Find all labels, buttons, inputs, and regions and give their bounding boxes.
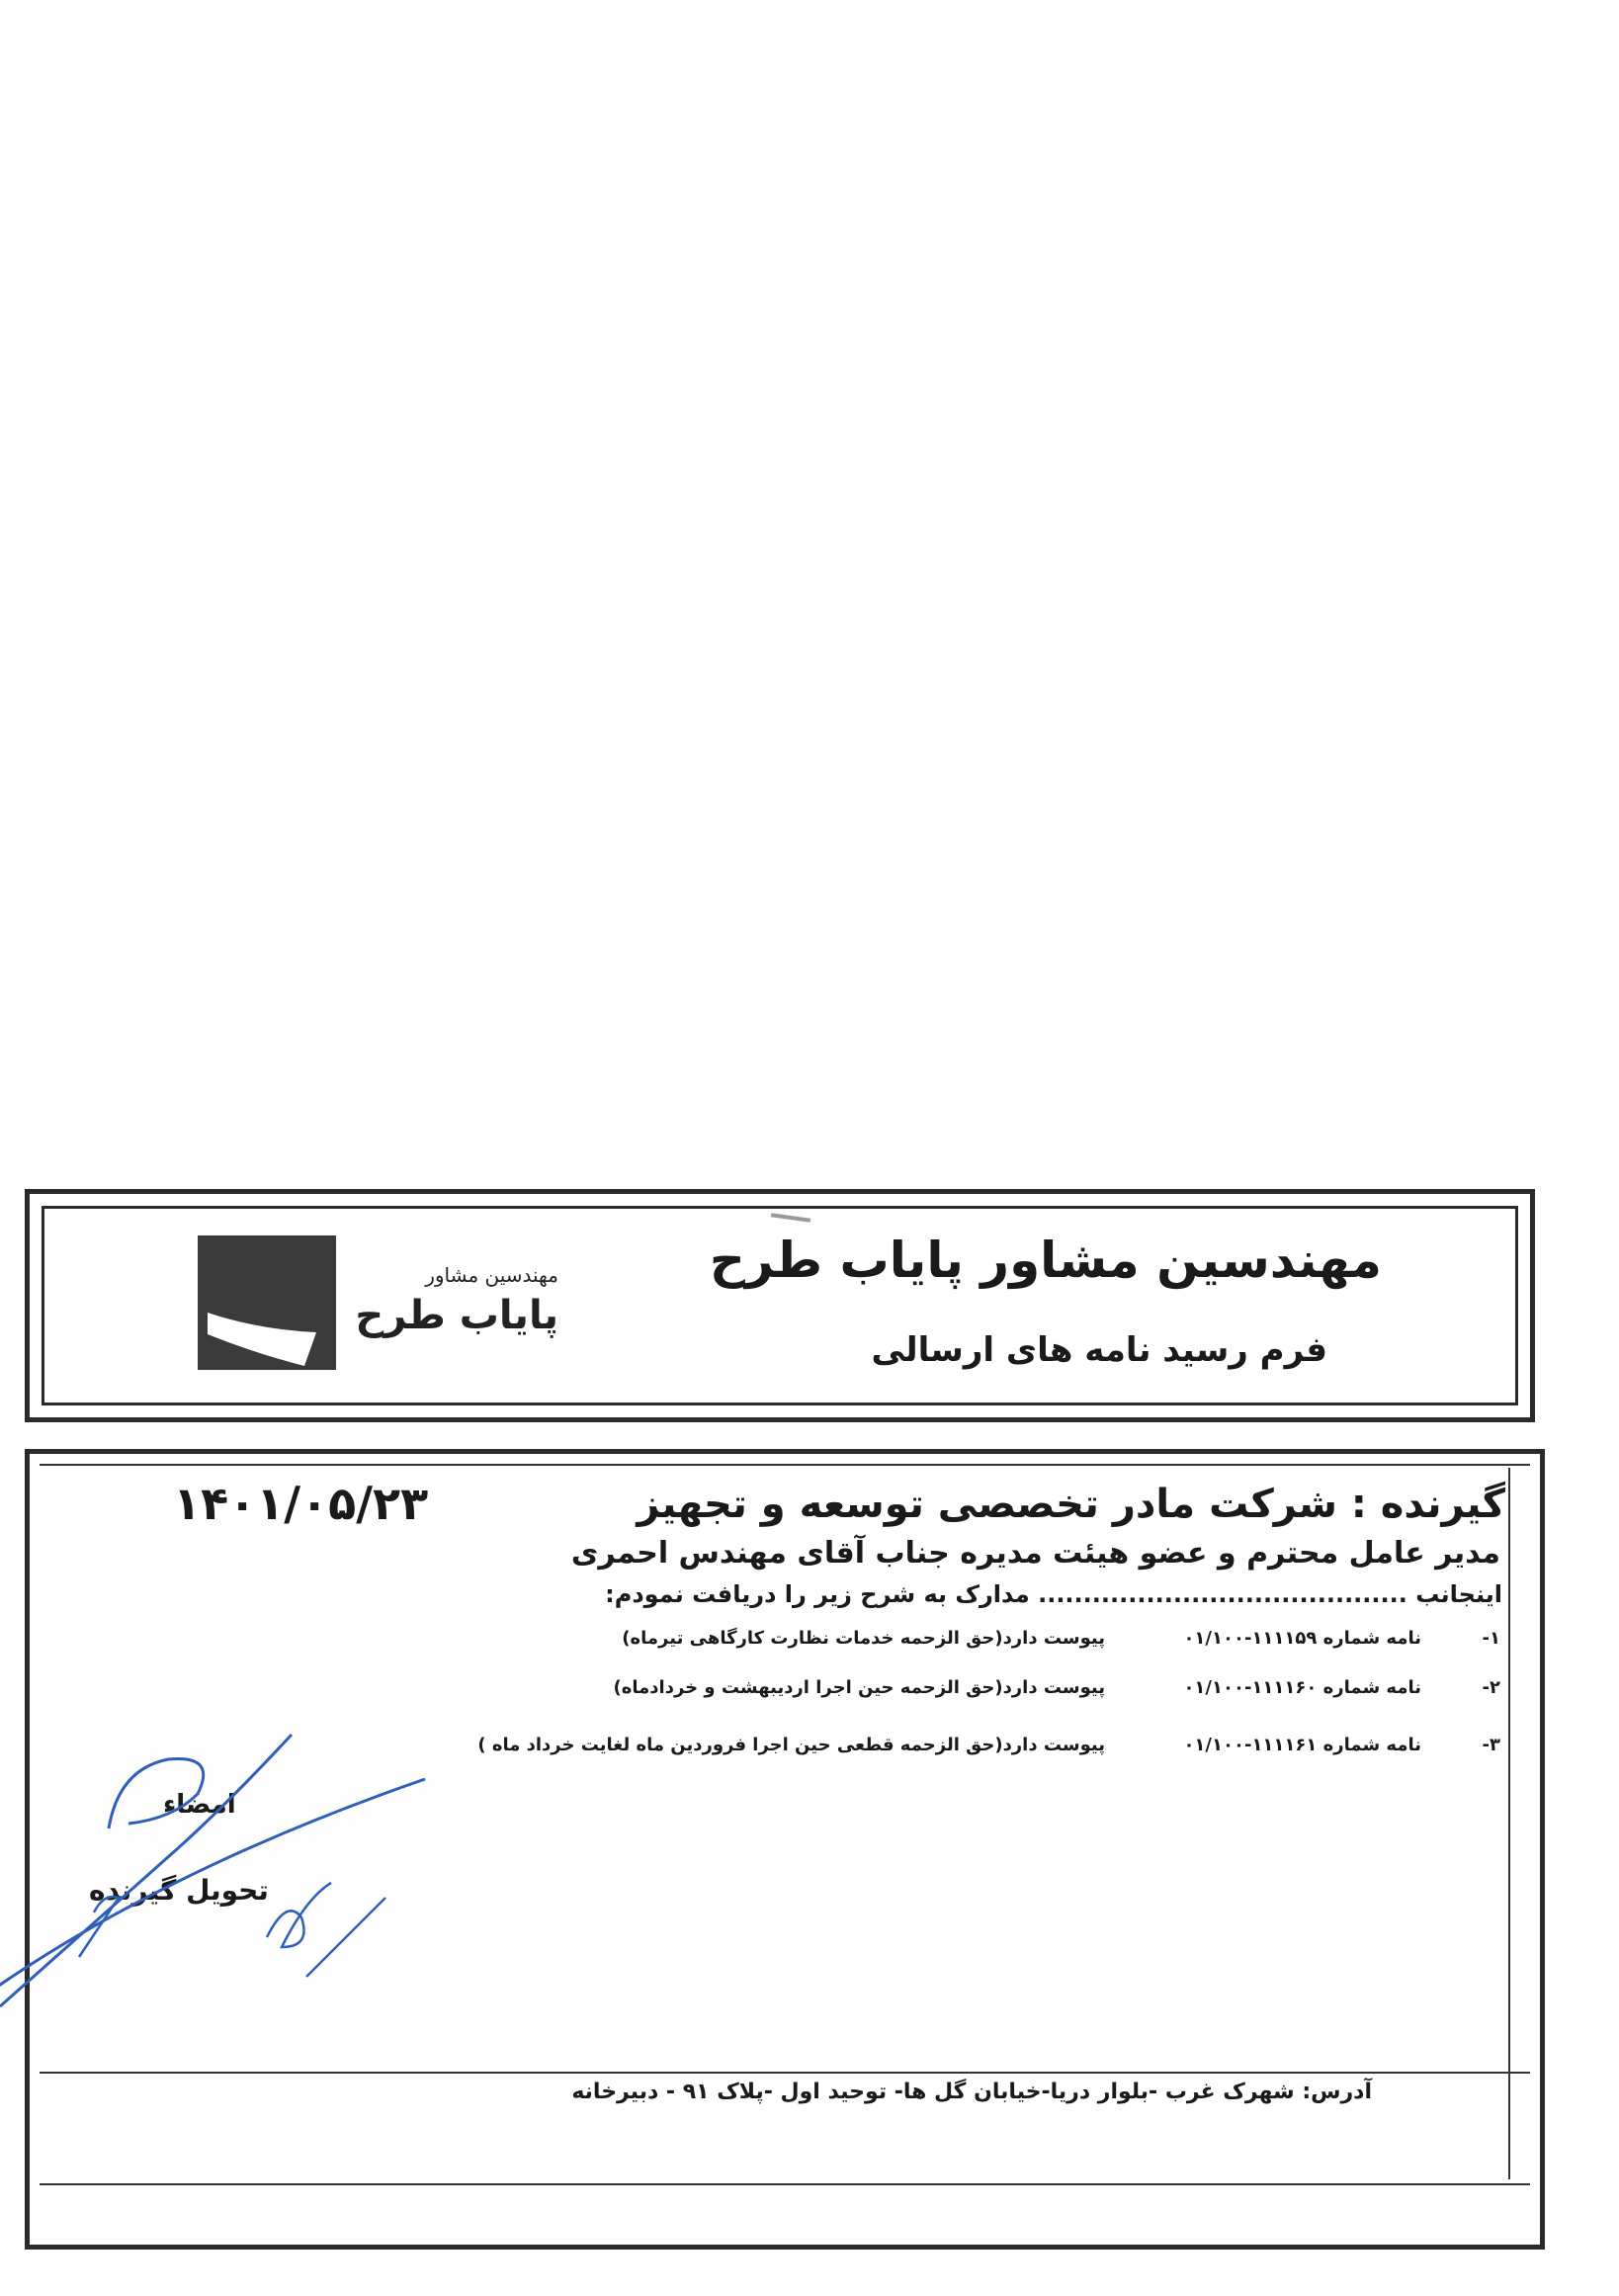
letter-number: نامه شماره ۱۱۱۱۶۱-۰۱/۱۰۰	[1183, 1735, 1421, 1755]
recipient-line: گیرنده : شرکت مادر تخصصی توسعه و تجهیز	[637, 1482, 1505, 1527]
receipt-statement: اینجانب ......................................... مدارک به شرح زیر را دریافت نمودم:	[605, 1580, 1502, 1608]
attachment-note: پیوست دارد(حق الزحمه خدمات نظارت کارگاهی تیرماه)	[622, 1628, 1105, 1649]
signature-label: امضاء	[163, 1790, 236, 1820]
attachment-note: پیوست دارد(حق الزحمه قطعی حین اجرا فروردین ماه لغایت خرداد ماه )	[477, 1735, 1105, 1755]
letterhead-box	[25, 1189, 1535, 1422]
receiver-label: تحویل گیرنده	[89, 1874, 269, 1907]
list-item	[314, 1628, 1500, 1661]
item-number: ۱-	[1482, 1628, 1500, 1649]
form-title: فرم رسید نامه های ارسالی	[871, 1330, 1327, 1370]
letter-number: نامه شماره ۱۱۱۱۵۹-۰۱/۱۰۰	[1183, 1628, 1421, 1649]
logo-subtitle: مهندسین مشاور	[425, 1263, 558, 1287]
list-item	[314, 1735, 1500, 1768]
footer-address: آدرس: شهرک غرب -بلوار دریا-خیابان گل ها- توحید اول -پلاک ۹۱ - دبیرخانه	[571, 2080, 1372, 2104]
handwritten-signature	[0, 1700, 445, 2016]
attachment-note: پیوست دارد(حق الزحمه حین اجرا اردیبهشت و خردادماه)	[613, 1677, 1105, 1698]
company-name: مهندسین مشاور پایاب طرح	[709, 1232, 1382, 1289]
item-number: ۳-	[1482, 1735, 1500, 1755]
letter-date: ۱۴۰۱/۰۵/۲۳	[173, 1477, 429, 1530]
addressee-line: مدیر عامل محترم و عضو هیئت مدیره جناب آقای مهندس احمری	[570, 1536, 1500, 1571]
list-item	[314, 1677, 1500, 1711]
company-logo-icon	[198, 1235, 336, 1370]
item-number: ۲-	[1482, 1677, 1500, 1698]
divider	[40, 2183, 1530, 2185]
logo-title: پایاب طرح	[355, 1293, 558, 1338]
divider	[40, 1464, 1530, 1466]
letter-number: نامه شماره ۱۱۱۱۶۰-۰۱/۱۰۰	[1183, 1677, 1421, 1698]
